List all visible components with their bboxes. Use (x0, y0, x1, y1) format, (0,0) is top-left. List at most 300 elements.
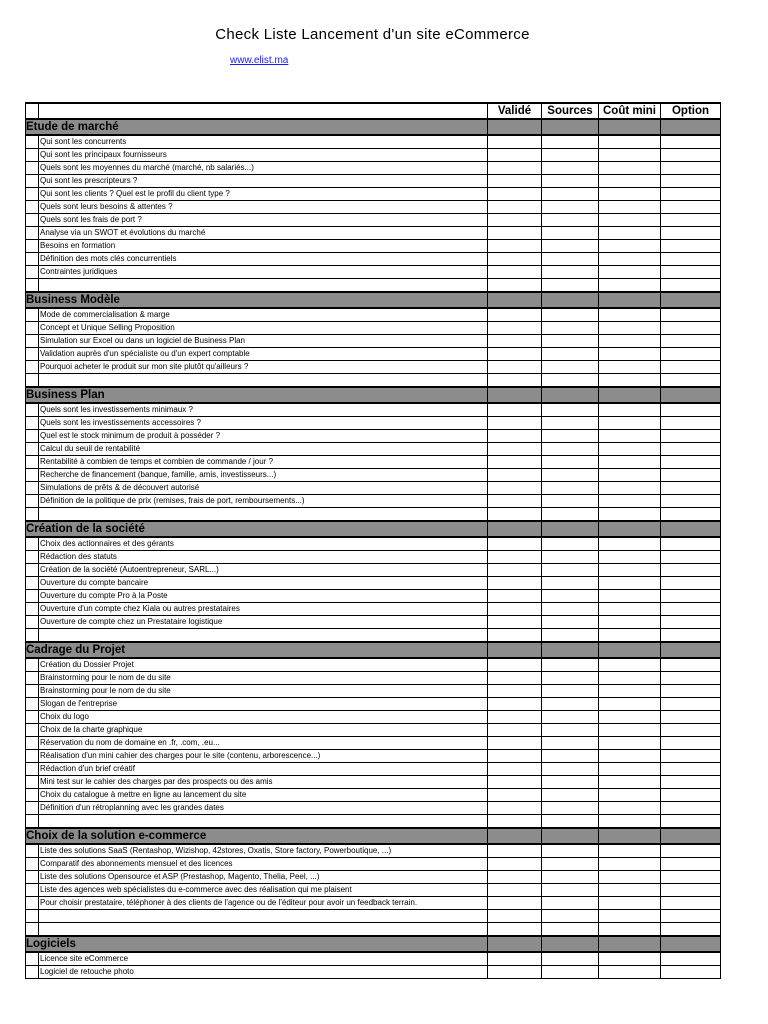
row-checkbox-cell[interactable] (26, 577, 39, 590)
row-checkbox-cell[interactable] (26, 897, 39, 910)
option-cell[interactable] (661, 308, 721, 322)
valide-cell[interactable] (488, 551, 542, 564)
option-cell[interactable] (661, 603, 721, 616)
cout-mini-cell[interactable] (599, 737, 661, 750)
sources-cell[interactable] (542, 149, 599, 162)
option-cell[interactable] (661, 923, 721, 937)
valide-cell[interactable] (488, 456, 542, 469)
cout-mini-cell[interactable] (599, 590, 661, 603)
row-checkbox-cell[interactable] (26, 685, 39, 698)
cout-mini-cell[interactable] (599, 469, 661, 482)
option-cell[interactable] (661, 201, 721, 214)
option-cell[interactable] (661, 884, 721, 897)
cout-mini-cell[interactable] (599, 672, 661, 685)
cout-mini-cell[interactable] (599, 658, 661, 672)
cout-mini-cell[interactable] (599, 551, 661, 564)
option-cell[interactable] (661, 910, 721, 923)
valide-cell[interactable] (488, 135, 542, 149)
option-cell[interactable] (661, 658, 721, 672)
sources-cell[interactable] (542, 430, 599, 443)
cout-mini-cell[interactable] (599, 279, 661, 293)
sources-cell[interactable] (542, 308, 599, 322)
cout-mini-cell[interactable] (599, 897, 661, 910)
option-cell[interactable] (661, 537, 721, 551)
sources-cell[interactable] (542, 737, 599, 750)
valide-cell[interactable] (488, 348, 542, 361)
valide-cell[interactable] (488, 629, 542, 643)
valide-cell[interactable] (488, 201, 542, 214)
sources-cell[interactable] (542, 910, 599, 923)
row-checkbox-cell[interactable] (26, 279, 39, 293)
sources-cell[interactable] (542, 750, 599, 763)
cout-mini-cell[interactable] (599, 227, 661, 240)
valide-cell[interactable] (488, 430, 542, 443)
option-cell[interactable] (661, 227, 721, 240)
option-cell[interactable] (661, 214, 721, 227)
cout-mini-cell[interactable] (599, 711, 661, 724)
sources-cell[interactable] (542, 335, 599, 348)
sources-cell[interactable] (542, 658, 599, 672)
sources-cell[interactable] (542, 698, 599, 711)
cout-mini-cell[interactable] (599, 698, 661, 711)
valide-cell[interactable] (488, 815, 542, 829)
sources-cell[interactable] (542, 495, 599, 508)
row-checkbox-cell[interactable] (26, 724, 39, 737)
sources-cell[interactable] (542, 952, 599, 966)
cout-mini-cell[interactable] (599, 815, 661, 829)
sources-cell[interactable] (542, 403, 599, 417)
option-cell[interactable] (661, 417, 721, 430)
row-checkbox-cell[interactable] (26, 603, 39, 616)
option-cell[interactable] (661, 616, 721, 629)
row-checkbox-cell[interactable] (26, 214, 39, 227)
valide-cell[interactable] (488, 214, 542, 227)
row-checkbox-cell[interactable] (26, 910, 39, 923)
option-cell[interactable] (661, 335, 721, 348)
option-cell[interactable] (661, 802, 721, 815)
option-cell[interactable] (661, 322, 721, 335)
cout-mini-cell[interactable] (599, 577, 661, 590)
sources-cell[interactable] (542, 348, 599, 361)
cout-mini-cell[interactable] (599, 789, 661, 802)
cout-mini-cell[interactable] (599, 750, 661, 763)
option-cell[interactable] (661, 763, 721, 776)
option-cell[interactable] (661, 279, 721, 293)
sources-cell[interactable] (542, 443, 599, 456)
sources-cell[interactable] (542, 711, 599, 724)
cout-mini-cell[interactable] (599, 495, 661, 508)
valide-cell[interactable] (488, 308, 542, 322)
sources-cell[interactable] (542, 603, 599, 616)
sources-cell[interactable] (542, 577, 599, 590)
cout-mini-cell[interactable] (599, 417, 661, 430)
row-checkbox-cell[interactable] (26, 698, 39, 711)
task-cell[interactable] (39, 629, 488, 643)
row-checkbox-cell[interactable] (26, 240, 39, 253)
option-cell[interactable] (661, 456, 721, 469)
row-checkbox-cell[interactable] (26, 253, 39, 266)
cout-mini-cell[interactable] (599, 685, 661, 698)
valide-cell[interactable] (488, 403, 542, 417)
cout-mini-cell[interactable] (599, 443, 661, 456)
sources-cell[interactable] (542, 537, 599, 551)
row-checkbox-cell[interactable] (26, 629, 39, 643)
row-checkbox-cell[interactable] (26, 443, 39, 456)
row-checkbox-cell[interactable] (26, 175, 39, 188)
cout-mini-cell[interactable] (599, 201, 661, 214)
cout-mini-cell[interactable] (599, 214, 661, 227)
option-cell[interactable] (661, 815, 721, 829)
option-cell[interactable] (661, 348, 721, 361)
valide-cell[interactable] (488, 482, 542, 495)
cout-mini-cell[interactable] (599, 253, 661, 266)
option-cell[interactable] (661, 590, 721, 603)
row-checkbox-cell[interactable] (26, 923, 39, 937)
valide-cell[interactable] (488, 871, 542, 884)
table-row (26, 537, 721, 551)
row-checkbox-cell[interactable] (26, 776, 39, 789)
task-cell[interactable] (39, 815, 488, 829)
sources-cell[interactable] (542, 616, 599, 629)
option-cell[interactable] (661, 711, 721, 724)
sources-cell[interactable] (542, 266, 599, 279)
option-cell[interactable] (661, 469, 721, 482)
option-cell[interactable] (661, 508, 721, 522)
option-cell[interactable] (661, 361, 721, 374)
option-cell[interactable] (661, 737, 721, 750)
row-checkbox-cell[interactable] (26, 348, 39, 361)
sources-cell[interactable] (542, 763, 599, 776)
sources-cell[interactable] (542, 672, 599, 685)
sources-cell[interactable] (542, 322, 599, 335)
row-checkbox-cell[interactable] (26, 417, 39, 430)
valide-cell[interactable] (488, 443, 542, 456)
row-checkbox-cell[interactable] (26, 966, 39, 979)
task-label: Liste des agences web spécialistes du e-commerce avec des réalisation qui me plaisent (39, 884, 488, 897)
row-checkbox-cell[interactable] (26, 802, 39, 815)
cout-mini-cell[interactable] (599, 537, 661, 551)
option-cell[interactable] (661, 162, 721, 175)
sources-cell[interactable] (542, 685, 599, 698)
cout-mini-cell[interactable] (599, 240, 661, 253)
valide-cell[interactable] (488, 335, 542, 348)
row-checkbox-cell[interactable] (26, 188, 39, 201)
row-checkbox-cell[interactable] (26, 737, 39, 750)
cout-mini-cell[interactable] (599, 776, 661, 789)
cout-mini-cell[interactable] (599, 335, 661, 348)
sources-cell[interactable] (542, 884, 599, 897)
valide-cell[interactable] (488, 149, 542, 162)
valide-cell[interactable] (488, 910, 542, 923)
section-cell-option (661, 521, 721, 537)
valide-cell[interactable] (488, 724, 542, 737)
cout-mini-cell[interactable] (599, 403, 661, 417)
cout-mini-cell[interactable] (599, 508, 661, 522)
option-cell[interactable] (661, 952, 721, 966)
valide-cell[interactable] (488, 253, 542, 266)
cout-mini-cell[interactable] (599, 966, 661, 979)
cout-mini-cell[interactable] (599, 629, 661, 643)
valide-cell[interactable] (488, 590, 542, 603)
cout-mini-cell[interactable] (599, 322, 661, 335)
valide-cell[interactable] (488, 923, 542, 937)
option-cell[interactable] (661, 495, 721, 508)
option-cell[interactable] (661, 871, 721, 884)
sources-cell[interactable] (542, 361, 599, 374)
valide-cell[interactable] (488, 844, 542, 858)
sources-cell[interactable] (542, 789, 599, 802)
row-checkbox-cell[interactable] (26, 335, 39, 348)
cout-mini-cell[interactable] (599, 763, 661, 776)
task-cell[interactable] (39, 279, 488, 293)
valide-cell[interactable] (488, 952, 542, 966)
cout-mini-cell[interactable] (599, 374, 661, 388)
option-cell[interactable] (661, 966, 721, 979)
valide-cell[interactable] (488, 685, 542, 698)
cout-mini-cell[interactable] (599, 952, 661, 966)
row-checkbox-cell[interactable] (26, 469, 39, 482)
option-cell[interactable] (661, 149, 721, 162)
cout-mini-cell[interactable] (599, 910, 661, 923)
row-checkbox-cell[interactable] (26, 815, 39, 829)
row-checkbox-cell[interactable] (26, 763, 39, 776)
option-cell[interactable] (661, 629, 721, 643)
valide-cell[interactable] (488, 537, 542, 551)
valide-cell[interactable] (488, 858, 542, 871)
option-cell[interactable] (661, 135, 721, 149)
valide-cell[interactable] (488, 417, 542, 430)
row-checkbox-cell[interactable] (26, 711, 39, 724)
sources-cell[interactable] (542, 188, 599, 201)
row-checkbox-cell[interactable] (26, 564, 39, 577)
row-checkbox-cell[interactable] (26, 149, 39, 162)
sources-cell[interactable] (542, 815, 599, 829)
sources-cell[interactable] (542, 564, 599, 577)
valide-cell[interactable] (488, 966, 542, 979)
option-cell[interactable] (661, 750, 721, 763)
sources-cell[interactable] (542, 201, 599, 214)
row-checkbox-cell[interactable] (26, 884, 39, 897)
cout-mini-cell[interactable] (599, 802, 661, 815)
row-checkbox-cell[interactable] (26, 858, 39, 871)
valide-cell[interactable] (488, 564, 542, 577)
row-checkbox-cell[interactable] (26, 844, 39, 858)
sources-cell[interactable] (542, 374, 599, 388)
row-checkbox-cell[interactable] (26, 162, 39, 175)
option-cell[interactable] (661, 482, 721, 495)
sources-cell[interactable] (542, 240, 599, 253)
cout-mini-cell[interactable] (599, 456, 661, 469)
cout-mini-cell[interactable] (599, 162, 661, 175)
row-checkbox-cell[interactable] (26, 672, 39, 685)
valide-cell[interactable] (488, 508, 542, 522)
cout-mini-cell[interactable] (599, 149, 661, 162)
valide-cell[interactable] (488, 658, 542, 672)
sources-cell[interactable] (542, 629, 599, 643)
valide-cell[interactable] (488, 361, 542, 374)
valide-cell[interactable] (488, 175, 542, 188)
valide-cell[interactable] (488, 802, 542, 815)
valide-cell[interactable] (488, 603, 542, 616)
valide-cell[interactable] (488, 322, 542, 335)
option-cell[interactable] (661, 564, 721, 577)
cout-mini-cell[interactable] (599, 724, 661, 737)
sources-cell[interactable] (542, 253, 599, 266)
valide-cell[interactable] (488, 884, 542, 897)
cout-mini-cell[interactable] (599, 175, 661, 188)
sources-cell[interactable] (542, 590, 599, 603)
sources-cell[interactable] (542, 135, 599, 149)
cout-mini-cell[interactable] (599, 871, 661, 884)
row-checkbox-cell[interactable] (26, 308, 39, 322)
row-checkbox-cell[interactable] (26, 266, 39, 279)
sources-cell[interactable] (542, 456, 599, 469)
valide-cell[interactable] (488, 698, 542, 711)
row-checkbox-cell[interactable] (26, 322, 39, 335)
cout-mini-cell[interactable] (599, 603, 661, 616)
option-cell[interactable] (661, 698, 721, 711)
task-label: Recherche de financement (banque, famille, amis, investisseurs...) (39, 469, 488, 482)
valide-cell[interactable] (488, 672, 542, 685)
valide-cell[interactable] (488, 495, 542, 508)
valide-cell[interactable] (488, 374, 542, 388)
cout-mini-cell[interactable] (599, 844, 661, 858)
valide-cell[interactable] (488, 737, 542, 750)
valide-cell[interactable] (488, 227, 542, 240)
row-checkbox-cell[interactable] (26, 495, 39, 508)
sources-cell[interactable] (542, 508, 599, 522)
row-checkbox-cell[interactable] (26, 750, 39, 763)
cout-mini-cell[interactable] (599, 188, 661, 201)
cout-mini-cell[interactable] (599, 348, 661, 361)
option-cell[interactable] (661, 443, 721, 456)
row-checkbox-cell[interactable] (26, 201, 39, 214)
option-cell[interactable] (661, 844, 721, 858)
sources-cell[interactable] (542, 175, 599, 188)
sources-cell[interactable] (542, 923, 599, 937)
row-checkbox-cell[interactable] (26, 430, 39, 443)
sources-cell[interactable] (542, 482, 599, 495)
sources-cell[interactable] (542, 776, 599, 789)
option-cell[interactable] (661, 858, 721, 871)
row-checkbox-cell[interactable] (26, 482, 39, 495)
cout-mini-cell[interactable] (599, 923, 661, 937)
option-cell[interactable] (661, 672, 721, 685)
option-cell[interactable] (661, 175, 721, 188)
row-checkbox-cell[interactable] (26, 374, 39, 388)
sources-cell[interactable] (542, 802, 599, 815)
task-label: Logiciel de retouche photo (39, 966, 488, 979)
cout-mini-cell[interactable] (599, 482, 661, 495)
option-cell[interactable] (661, 776, 721, 789)
row-checkbox-cell[interactable] (26, 537, 39, 551)
option-cell[interactable] (661, 240, 721, 253)
option-cell[interactable] (661, 551, 721, 564)
option-cell[interactable] (661, 789, 721, 802)
valide-cell[interactable] (488, 162, 542, 175)
valide-cell[interactable] (488, 789, 542, 802)
row-checkbox-cell[interactable] (26, 952, 39, 966)
valide-cell[interactable] (488, 469, 542, 482)
sources-cell[interactable] (542, 279, 599, 293)
valide-cell[interactable] (488, 763, 542, 776)
option-cell[interactable] (661, 724, 721, 737)
sources-cell[interactable] (542, 966, 599, 979)
row-checkbox-cell[interactable] (26, 871, 39, 884)
sources-cell[interactable] (542, 871, 599, 884)
row-checkbox-cell[interactable] (26, 616, 39, 629)
row-checkbox-cell[interactable] (26, 361, 39, 374)
row-checkbox-cell[interactable] (26, 508, 39, 522)
cout-mini-cell[interactable] (599, 564, 661, 577)
option-cell[interactable] (661, 253, 721, 266)
cout-mini-cell[interactable] (599, 308, 661, 322)
sources-cell[interactable] (542, 844, 599, 858)
row-checkbox-cell[interactable] (26, 135, 39, 149)
valide-cell[interactable] (488, 279, 542, 293)
sources-cell[interactable] (542, 551, 599, 564)
valide-cell[interactable] (488, 897, 542, 910)
row-checkbox-cell[interactable] (26, 789, 39, 802)
row-checkbox-cell[interactable] (26, 403, 39, 417)
cout-mini-cell[interactable] (599, 858, 661, 871)
cout-mini-cell[interactable] (599, 616, 661, 629)
row-checkbox-cell[interactable] (26, 227, 39, 240)
option-cell[interactable] (661, 685, 721, 698)
sources-cell[interactable] (542, 417, 599, 430)
task-cell[interactable] (39, 508, 488, 522)
valide-cell[interactable] (488, 266, 542, 279)
valide-cell[interactable] (488, 577, 542, 590)
sources-cell[interactable] (542, 858, 599, 871)
sources-cell[interactable] (542, 162, 599, 175)
valide-cell[interactable] (488, 711, 542, 724)
cout-mini-cell[interactable] (599, 361, 661, 374)
cout-mini-cell[interactable] (599, 266, 661, 279)
cout-mini-cell[interactable] (599, 884, 661, 897)
row-checkbox-cell[interactable] (26, 551, 39, 564)
option-cell[interactable] (661, 266, 721, 279)
task-cell[interactable] (39, 910, 488, 923)
valide-cell[interactable] (488, 776, 542, 789)
row-checkbox-cell[interactable] (26, 658, 39, 672)
sources-cell[interactable] (542, 469, 599, 482)
task-cell[interactable] (39, 923, 488, 937)
option-cell[interactable] (661, 374, 721, 388)
option-cell[interactable] (661, 403, 721, 417)
option-cell[interactable] (661, 430, 721, 443)
sources-cell[interactable] (542, 897, 599, 910)
option-cell[interactable] (661, 188, 721, 201)
row-checkbox-cell[interactable] (26, 590, 39, 603)
sources-cell[interactable] (542, 214, 599, 227)
cout-mini-cell[interactable] (599, 135, 661, 149)
sources-cell[interactable] (542, 227, 599, 240)
task-cell[interactable] (39, 374, 488, 388)
valide-cell[interactable] (488, 188, 542, 201)
sources-cell[interactable] (542, 724, 599, 737)
cout-mini-cell[interactable] (599, 430, 661, 443)
section-cell-valide (488, 521, 542, 537)
table-row (26, 737, 721, 750)
option-cell[interactable] (661, 897, 721, 910)
row-checkbox-cell[interactable] (26, 456, 39, 469)
valide-cell[interactable] (488, 616, 542, 629)
valide-cell[interactable] (488, 240, 542, 253)
website-link[interactable]: www.elist.ma (230, 55, 289, 66)
valide-cell[interactable] (488, 750, 542, 763)
option-cell[interactable] (661, 577, 721, 590)
